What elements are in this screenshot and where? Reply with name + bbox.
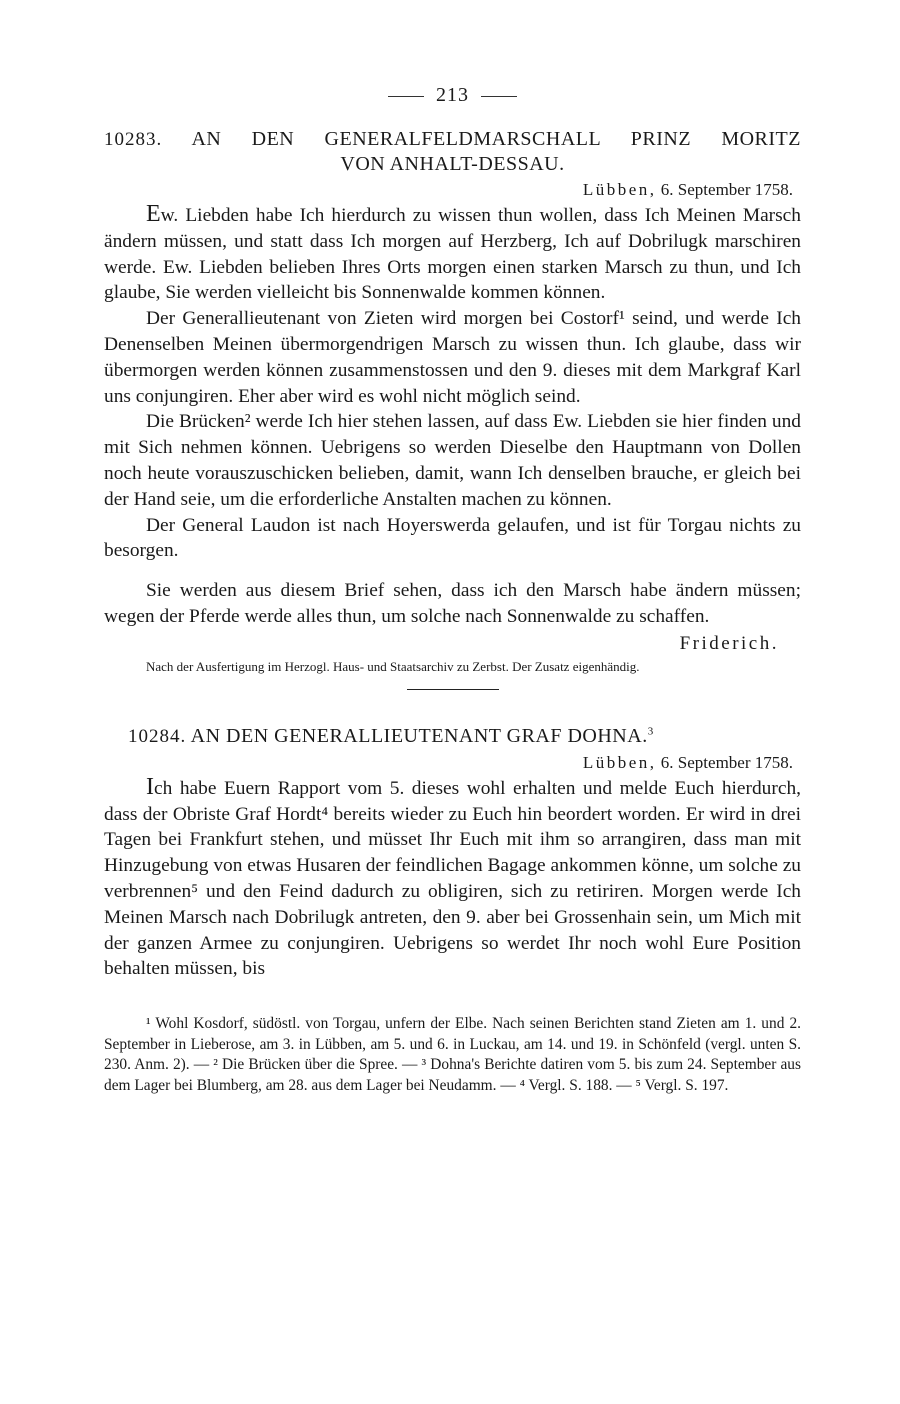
page-number-value: 213 [436, 84, 469, 106]
letter2-paragraph: Ich habe Euern Rapport vom 5. dieses wohl erhalten und melde Euch hierdurch, dass der Obriste Graf Hordt⁴ bereits wieder zu Euch hin beordert worden. Er wird in drei Tagen bei Frankfurt stehen, und müsset Ihr Euch mit ihm so arrangiren, dass man mit Hinzugebung von etwas Husaren der feindlichen Bagage ankommen könne, um solche zu verbrennen⁵ und den Feind dadurch zu obligiren, sich zu retiriren. Morgen werde Ich Meinen Marsch nach Dobrilugk antreten, den 9. aber bei Grossenhain sein, um Mich mit der ganzen Armee zu conjungiren. Uebrigens so werdet Ihr noch wohl Eure Position behalten müssen, bis [104, 773, 801, 980]
page-number [104, 84, 801, 107]
letter1-heading-line1 [104, 127, 801, 152]
letter1-dateline [104, 178, 801, 202]
letter1-place: Lübben, [582, 180, 657, 199]
letter1-paragraph-3: Die Brücken² werde Ich hier stehen lassen, auf dass Ew. Liebden sie hier finden und mit Sich nehmen können. Uebrigens so werden Dieselbe den Hauptmann von Dollen noch heute vorauszuschicken belieben, damit, wann Ich denselben brauche, er gleich bei der Hand seie, um die erforderliche Anstalten machen zu können. [104, 411, 801, 510]
dash-left [388, 96, 424, 97]
letter2-heading-text: AN DEN GENERALLIEUTENANT GRAF DOHNA. [190, 724, 648, 747]
letter-separator-rule [407, 689, 499, 690]
letter2-dateline [104, 751, 801, 775]
letter1-signature: Friderich. [679, 632, 779, 654]
letter2-place: Lübben, [582, 752, 657, 772]
letter1-paragraph-1: Ew. Liebden habe Ich hierdurch zu wissen thun wollen, dass Ich Meinen Marsch ändern müssen, und statt dass Ich morgen auf Herzberg, Ich auf Dobrilugk marschiren werde. Ew. Liebden belieben Ihres Orts morgen einen starken Marsch zu thun, und Ich glaube, Sie werden vielleicht bis Sonnenwalde kommen können. [104, 201, 801, 304]
footnotes [104, 1014, 801, 1096]
letter1-paragraph-4: Der General Laudon ist nach Hoyerswerda gelaufen, und ist für Torgau nichts zu besorgen. [104, 514, 801, 562]
letter1-heading-line2: VON ANHALT-DESSAU. [340, 153, 565, 175]
letter1-number: 10283. [104, 129, 163, 150]
letter1-paragraph-2: Der Generallieutenant von Zieten wird morgen bei Costorf¹ seind, und werde Ich Denenselben Meinen übermorgendrigen Marsch zu wissen thun. Ich glaube, dass wir übermorgen werden können zusammenstossen und den 9. dieses mit dem Markgraf Karl uns conjungiren. Eher aber wird es wohl nicht möglich seind. [104, 308, 801, 407]
letter1-postscript: Sie werden aus diesem Brief sehen, dass ich den Marsch habe ändern müssen; wegen der Pferde werde alles thun, um solche nach Sonnenwalde zu schaffen. [104, 580, 801, 627]
document-page [104, 84, 801, 1097]
letter2-heading-footnote-mark: 3 [647, 725, 654, 738]
letter1-date: 6. September 1758. [660, 180, 793, 199]
letter2-number: 10284. [128, 725, 187, 747]
letter2-heading [104, 724, 801, 749]
letter2-date: 6. September 1758. [660, 752, 793, 772]
letter1-heading-text: AN DEN GENERALFELDMARSCHALL PRINZ MORITZ [191, 128, 801, 150]
letter1-source-note: Nach der Ausfertigung im Herzogl. Haus- und Staatsarchiv zu Zerbst. Der Zusatz eigenhändig. [146, 658, 640, 674]
dash-right [481, 96, 517, 97]
footnotes-text: ¹ Wohl Kosdorf, südöstl. von Torgau, unfern der Elbe. Nach seinen Berichten stand Zieten am 1. und 2. September in Lieberose, am 3. in Lübben, am 5. und 6. in Luckau, am 14. und 19. in Schönfeld (vergl. unten S. 230. Anm. 2). — ² Die Brücken über die Spree. — ³ Dohna's Berichte datiren vom 5. bis zum 24. September aus dem Lager bei Blumberg, am 28. aus dem Lager bei Neudamm. — ⁴ Vergl. S. 188. — ⁵ Vergl. S. 197. [104, 1015, 801, 1094]
